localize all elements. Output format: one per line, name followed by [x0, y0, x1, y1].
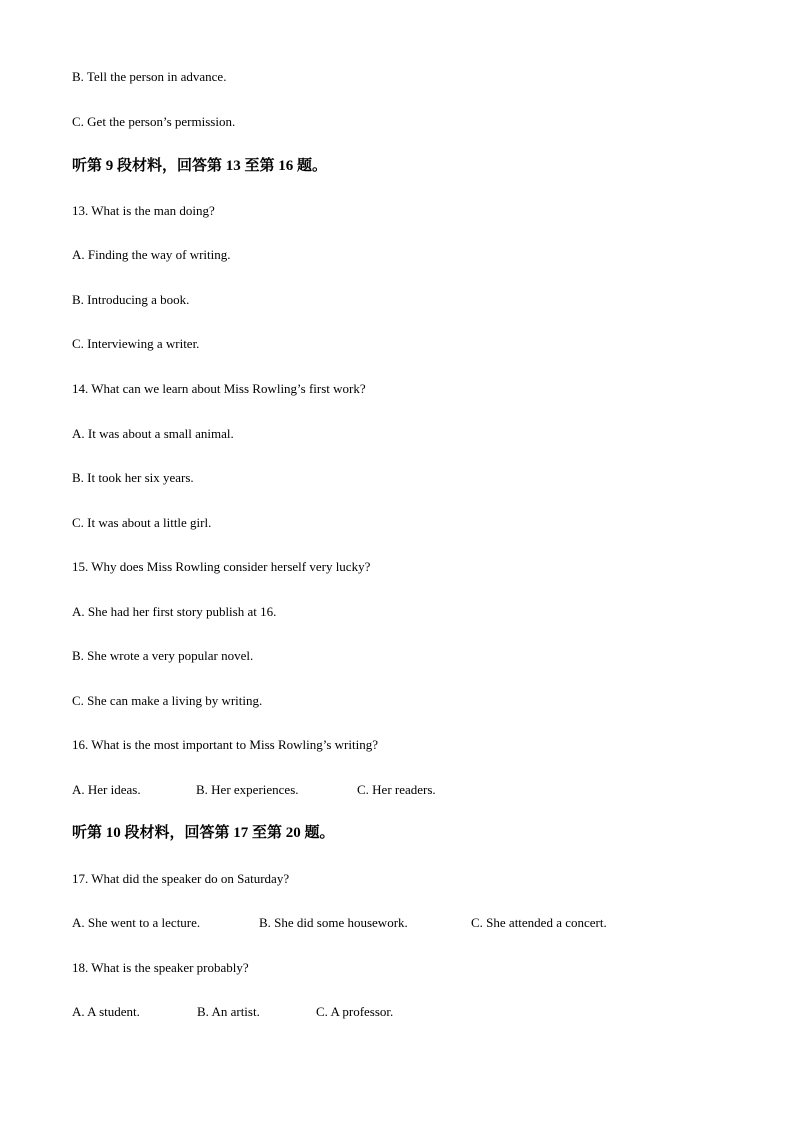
q12-option-b: B. Tell the person in advance.: [72, 69, 227, 84]
q13-option-b: B. Introducing a book.: [72, 292, 190, 307]
q15-option-a: A. She had her first story publish at 16.: [72, 604, 277, 619]
q17-option-c: C. She attended a concert.: [471, 915, 607, 930]
q16-option-b: B. Her experiences.: [196, 782, 299, 797]
question-16: 16. What is the most important to Miss Rowling’s writing?: [72, 737, 378, 752]
section-heading-10: 听第 10 段材料，回答第 17 至第 20 题。: [72, 825, 335, 841]
q13-option-c: C. Interviewing a writer.: [72, 336, 200, 351]
question-18: 18. What is the speaker probably?: [72, 960, 249, 975]
question-13: 13. What is the man doing?: [72, 203, 215, 218]
q15-option-b: B. She wrote a very popular novel.: [72, 648, 254, 663]
question-17: 17. What did the speaker do on Saturday?: [72, 871, 290, 886]
q17-option-a: A. She went to a lecture.: [72, 915, 201, 930]
q14-option-c: C. It was about a little girl.: [72, 515, 212, 530]
q16-option-a: A. Her ideas.: [72, 782, 141, 797]
q16-option-c: C. Her readers.: [357, 782, 436, 797]
q14-option-b: B. It took her six years.: [72, 470, 194, 485]
section-heading-9: 听第 9 段材料，回答第 13 至第 16 题。: [72, 158, 328, 174]
q17-option-b: B. She did some housework.: [259, 915, 408, 930]
q14-option-a: A. It was about a small animal.: [72, 426, 234, 441]
q18-option-c: C. A professor.: [316, 1004, 394, 1019]
q18-option-b: B. An artist.: [197, 1004, 260, 1019]
question-15: 15. Why does Miss Rowling consider herself very lucky?: [72, 559, 371, 574]
q12-option-c: C. Get the person’s permission.: [72, 114, 236, 129]
q18-option-a: A. A student.: [72, 1004, 140, 1019]
q13-option-a: A. Finding the way of writing.: [72, 247, 231, 262]
question-14: 14. What can we learn about Miss Rowling’s first work?: [72, 381, 366, 396]
q15-option-c: C. She can make a living by writing.: [72, 693, 263, 708]
